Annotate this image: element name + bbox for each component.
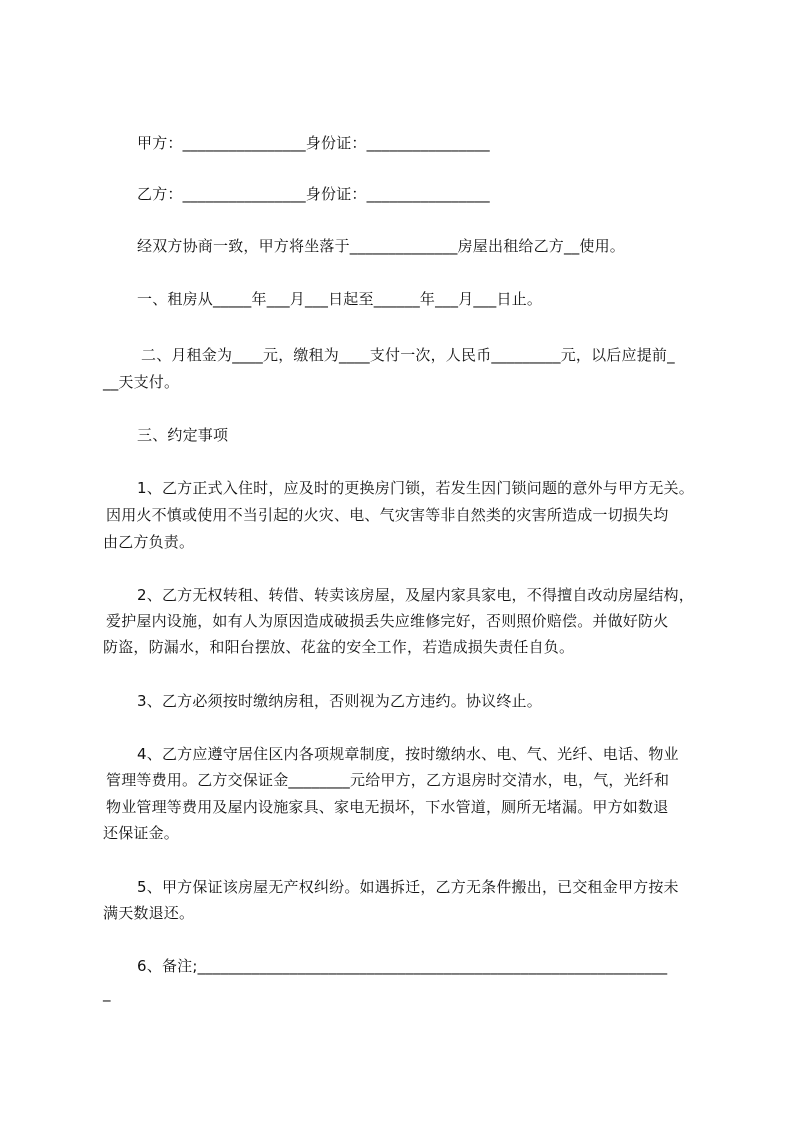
rental-term-line: 一、租房从_____年___月___日起至______年___月___日止。 bbox=[137, 290, 543, 308]
clause-4-line-1: 4、乙方应遵守居住区内各项规章制度，按时缴纳水、电、气、光纤、电话、物业 bbox=[137, 745, 679, 763]
party-b-line: 乙方：________________身份证：________________ bbox=[137, 185, 490, 203]
clause-4-line-4: 还保证金。 bbox=[103, 824, 180, 842]
clause-5-line-1: 5、甲方保证该房屋无产权纠纷。如遇拆迁，乙方无条件搬出，已交租金甲方按未 bbox=[137, 878, 679, 896]
clause-2-line-1: 2、乙方无权转租、转借、转卖该房屋，及屋内家具家电，不得擅自改动房屋结构， bbox=[137, 586, 694, 604]
clause-2-line-3: 防盗，防漏水，和阳台摆放、花盆的安全工作，若造成损失责任自负。 bbox=[103, 638, 575, 656]
clause-3-line-1: 3、乙方必须按时缴纳房租，否则视为乙方违约。协议终止。 bbox=[137, 692, 542, 710]
clause-4-line-2: 管理等费用。乙方交保证金________元给甲方，乙方退房时交清水，电，气，光纤和 bbox=[106, 771, 670, 789]
clause-6-line-1: 6、备注;_____________________________________________________________ bbox=[137, 957, 668, 975]
clause-1-line-2: 因用火不慎或使用不当引起的火灾、电、气灾害等非自然类的灾害所造成一切损失均 bbox=[106, 506, 669, 524]
terms-heading: 三、约定事项 bbox=[137, 426, 229, 444]
clause-4-line-3: 物业管理等费用及屋内设施家具、家电无损坏，下水管道，厕所无堵漏。甲方如数退 bbox=[106, 798, 669, 816]
party-a-line: 甲方：________________身份证：________________ bbox=[137, 134, 490, 152]
clause-5-line-2: 满天数退还。 bbox=[103, 904, 195, 922]
intro-line: 经双方协商一致，甲方将坐落于______________房屋出租给乙方__使用。 bbox=[137, 237, 626, 255]
clause-2-line-2: 爱护屋内设施，如有人为原因造成破损丢失应维修完好，否则照价赔偿。并做好防火 bbox=[106, 612, 669, 630]
rent-line-1: 二、月租金为____元，缴租为____支付一次，人民币_________元，以后应提前_ bbox=[141, 346, 675, 364]
rent-line-2: __天支付。 bbox=[103, 373, 180, 391]
clause-1-line-1: 1、乙方正式入住时，应及时的更换房门锁，若发生因门锁问题的意外与甲方无关。 bbox=[137, 479, 694, 497]
clause-1-line-3: 由乙方负责。 bbox=[103, 533, 195, 551]
clause-6-line-2: _ bbox=[103, 984, 111, 1002]
